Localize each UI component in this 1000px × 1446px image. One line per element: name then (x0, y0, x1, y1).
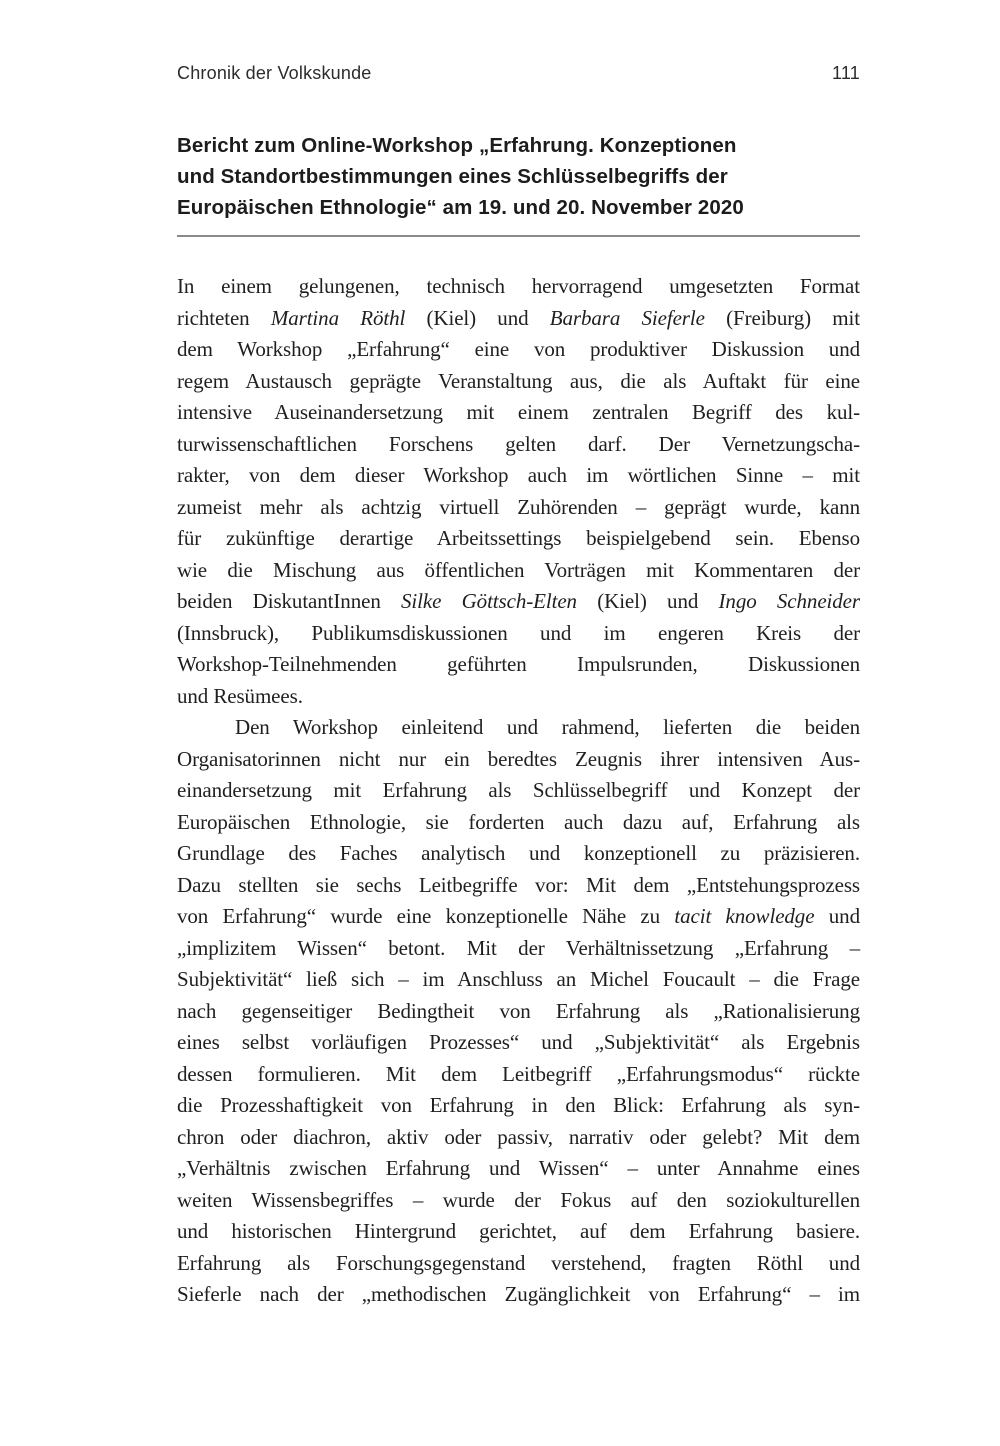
text-segment: Grundlage des Faches analytisch und konzeptionell zu präzisieren. (177, 841, 860, 865)
article-title (177, 130, 867, 223)
text-line (177, 334, 860, 366)
text-line (177, 429, 860, 461)
text-segment: zumeist mehr als achtzig virtuell Zuhörenden – geprägt wurde, kann (177, 494, 860, 519)
paragraph (177, 712, 860, 1311)
text-line (177, 933, 860, 965)
text-line (177, 838, 860, 870)
text-segment: turwissenschaftlichen Forschens gelten darf. Der Vernetzungscha- (177, 431, 860, 456)
text-line (177, 271, 860, 303)
text-segment: beiden DiskutantInnen (177, 589, 402, 613)
article-body (177, 271, 860, 1311)
text-segment: Europäischen Ethnologie, sie forderten auch dazu auf, Erfahrung als (177, 809, 860, 834)
italic-text: Martina Röthl (270, 305, 406, 330)
text-segment: von Erfahrung“ wurde eine konzeptionelle Nähe zu (177, 904, 675, 928)
text-line (177, 1059, 860, 1091)
article-title-line: Europäischen Ethnologie“ am 19. und 20. November 2020 (177, 195, 744, 219)
page-number: 111 (832, 63, 860, 83)
text-line (177, 303, 860, 335)
text-line (177, 807, 860, 839)
text-segment: In einem gelungenen, technisch hervorragend umgesetzten Format (177, 274, 860, 298)
text-segment: einandersetzung mit Erfahrung als Schlüsselbegriff und Konzept der (177, 778, 860, 802)
text-line (177, 618, 860, 650)
italic-text: Ingo Schneider (718, 589, 860, 613)
text-segment: Dazu stellten sie sechs Leitbegriffe vor: Mit dem „Entstehungsprozess (177, 872, 860, 897)
text-segment: nach gegenseitiger Bedingtheit von Erfahrung als „Rationalisierung (177, 998, 860, 1023)
text-line (177, 901, 860, 933)
text-segment: und Resümees. (177, 683, 303, 708)
article-title-line: Bericht zum Online-Workshop „Erfahrung. Konzeptionen (177, 133, 737, 157)
title-divider-rule (177, 235, 860, 237)
text-line (177, 460, 860, 492)
text-line (177, 397, 860, 429)
text-segment: Den Workshop einleitend und rahmend, lieferten die beiden (235, 715, 860, 739)
text-segment: (Innsbruck), Publikumsdiskussionen und im engeren Kreis der (177, 620, 860, 645)
text-line (177, 744, 860, 776)
running-title: Chronik der Volkskunde (177, 63, 372, 83)
text-line (177, 712, 860, 744)
paragraph (177, 271, 860, 712)
text-line (177, 649, 860, 681)
text-line (177, 870, 860, 902)
text-line (177, 1090, 860, 1122)
text-segment: regem Austausch geprägte Veranstaltung aus, die als Auftakt für eine (177, 368, 860, 393)
text-line (177, 964, 860, 996)
text-segment: dem Workshop „Erfahrung“ eine von produktiver Diskussion und (177, 337, 860, 361)
text-line (177, 1153, 860, 1185)
text-line (177, 1185, 860, 1217)
text-segment: richteten (177, 305, 271, 330)
text-line (177, 996, 860, 1028)
text-segment: chron oder diachron, aktiv oder passiv, narrativ oder gelebt? Mit dem (177, 1124, 860, 1149)
italic-text: Silke Göttsch-Elten (401, 589, 577, 613)
text-segment: rakter, von dem dieser Workshop auch im wörtlichen Sinne – mit (177, 463, 860, 487)
text-segment: wie die Mischung aus öffentlichen Vorträgen mit Kommentaren der (177, 557, 860, 582)
text-line (177, 366, 860, 398)
text-segment: „Verhältnis zwischen Erfahrung und Wissen“ – unter Annahme eines (177, 1156, 860, 1180)
text-segment: Workshop-Teilnehmenden geführten Impulsrunden, Diskussionen (177, 652, 860, 676)
text-segment: intensive Auseinandersetzung mit einem zentralen Begriff des kul- (177, 400, 860, 424)
italic-text: tacit knowledge (674, 904, 815, 928)
article-title-line: und Standortbestimmungen eines Schlüsselbegriffs der (177, 164, 728, 188)
text-segment: Erfahrung als Forschungsgegenstand verstehend, fragten Röthl und (177, 1250, 860, 1275)
text-line (177, 1279, 860, 1311)
text-line (177, 555, 860, 587)
text-line (177, 1248, 860, 1280)
text-segment: für zukünftige derartige Arbeitssettings beispielgebend sein. Ebenso (177, 526, 860, 550)
text-segment: dessen formulieren. Mit dem Leitbegriff „Erfahrungsmodus“ rückte (177, 1061, 860, 1086)
text-segment: „implizitem Wissen“ betont. Mit der Verhältnissetzung „Erfahrung – (177, 935, 860, 960)
text-line (177, 492, 860, 524)
text-segment: Subjektivität“ ließ sich – im Anschluss an Michel Foucault – die Frage (177, 967, 860, 991)
text-line (177, 1027, 860, 1059)
text-segment: (Kiel) und (405, 305, 550, 330)
text-segment: und (814, 904, 860, 928)
text-line (177, 523, 860, 555)
text-line (177, 775, 860, 807)
text-segment: (Freiburg) mit (704, 305, 860, 330)
text-segment: die Prozesshaftigkeit von Erfahrung in den Blick: Erfahrung als syn- (177, 1093, 860, 1117)
text-segment: weiten Wissensbegriffes – wurde der Fokus auf den soziokulturellen (177, 1187, 860, 1212)
italic-text: Barbara Sieferle (549, 305, 705, 330)
text-segment: Sieferle nach der „methodischen Zugänglichkeit von Erfahrung“ – im (177, 1282, 860, 1306)
running-head (177, 62, 860, 84)
text-line (177, 1122, 860, 1154)
text-line (177, 1216, 860, 1248)
text-segment: Organisatorinnen nicht nur ein beredtes Zeugnis ihrer intensiven Aus- (177, 746, 860, 771)
text-segment: (Kiel) und (576, 589, 719, 613)
text-segment: eines selbst vorläufigen Prozesses“ und „Subjektivität“ als Ergebnis (177, 1030, 860, 1054)
text-line (177, 681, 860, 713)
text-segment: und historischen Hintergrund gerichtet, auf dem Erfahrung basiere. (177, 1219, 860, 1243)
text-line (177, 586, 860, 618)
